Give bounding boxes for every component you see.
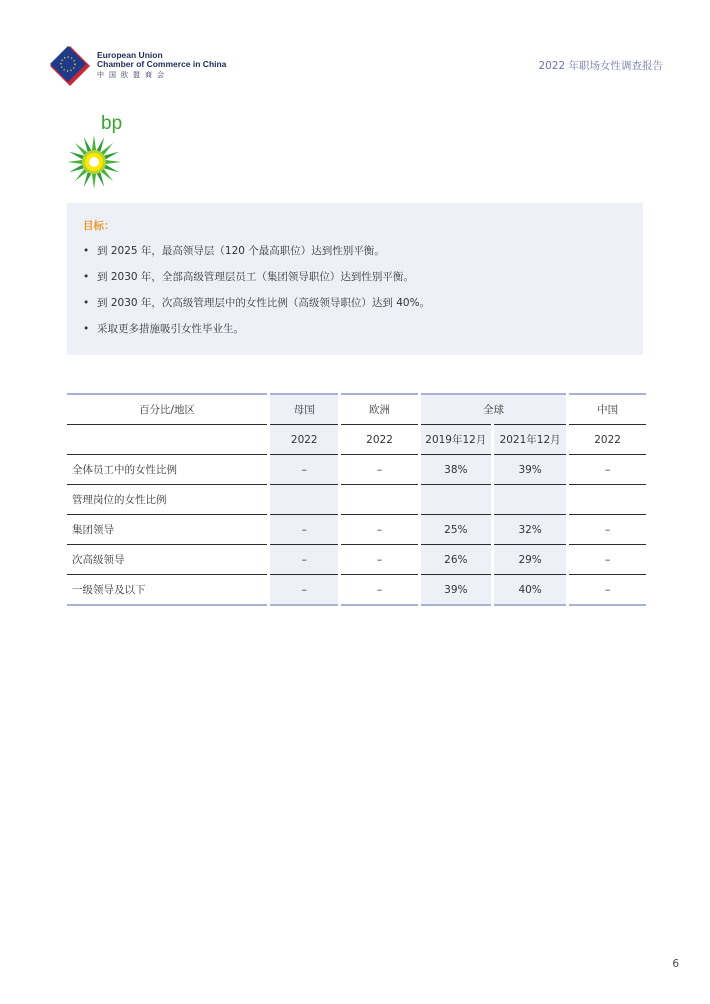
- table-cell: –: [568, 545, 646, 575]
- page-number: 6: [672, 958, 679, 970]
- women-ratio-table: [67, 393, 646, 606]
- table-cell: 29%: [492, 545, 567, 575]
- row-label: 次高级领导: [67, 545, 269, 575]
- header-year: 2022: [340, 425, 419, 455]
- company-logo-text: bp: [101, 113, 123, 134]
- goals-box: [67, 203, 643, 355]
- header-year: 2022: [568, 425, 646, 455]
- table-cell: –: [568, 455, 646, 485]
- table-cell: –: [340, 575, 419, 606]
- header-year: 2022: [269, 425, 340, 455]
- table-cell: –: [340, 545, 419, 575]
- table-cell: –: [340, 455, 419, 485]
- org-name-line2: Chamber of Commerce in China: [97, 59, 227, 70]
- table-header-row: [67, 394, 646, 425]
- table-row: [67, 515, 646, 545]
- goal-text: 采取更多措施吸引女性毕业生。: [97, 323, 244, 335]
- org-name-line1: European Union: [97, 50, 163, 60]
- header-region-label: 百分比/地区: [67, 394, 269, 425]
- report-title: 2022 年职场女性调查报告: [538, 60, 663, 72]
- org-name-chinese: 中国欧盟商会: [97, 70, 169, 79]
- goal-text: 到 2030 年，次高级管理层中的女性比例（高级领导职位）达到 40%。: [97, 297, 431, 309]
- table-cell: 32%: [492, 515, 567, 545]
- org-name: [97, 51, 226, 79]
- table-row: [67, 575, 646, 606]
- header-year: 2021年12月: [492, 425, 567, 455]
- helios-petal: [92, 173, 96, 189]
- row-label: 一级领导及以下: [67, 575, 269, 606]
- table-cell: 39%: [492, 455, 567, 485]
- helios-petal: [96, 171, 104, 187]
- helios-petal: [92, 135, 96, 151]
- table-cell: –: [340, 515, 419, 545]
- helios-petal: [84, 171, 92, 187]
- helios-petal: [103, 152, 119, 160]
- table-year-row: [67, 425, 646, 455]
- header-region: 母国: [269, 394, 340, 425]
- goal-text: 到 2030 年，全部高级管理层员工（集团领导职位）达到性别平衡。: [97, 271, 414, 283]
- helios-petal: [84, 137, 92, 153]
- table-cell: –: [269, 455, 340, 485]
- goal-item: [83, 270, 627, 285]
- goal-item: [83, 322, 627, 337]
- row-label: 全体员工中的女性比例: [67, 455, 269, 485]
- bullet-icon: •: [83, 271, 90, 283]
- row-label: 管理岗位的女性比例: [67, 485, 269, 515]
- goal-item: [83, 296, 627, 311]
- table-cell: [492, 485, 567, 515]
- table-cell: [269, 485, 340, 515]
- header-year: 2019年12月: [419, 425, 492, 455]
- goal-text: 到 2025 年，最高领导层（120 个最高职位）达到性别平衡。: [97, 245, 385, 257]
- bullet-icon: •: [83, 323, 90, 335]
- header-region: 欧洲: [340, 394, 419, 425]
- helios-petal: [103, 164, 119, 172]
- row-label: 集团领导: [67, 515, 269, 545]
- table-cell: 26%: [419, 545, 492, 575]
- table-cell: –: [568, 575, 646, 606]
- helios-petal: [96, 137, 104, 153]
- helios-petal: [67, 160, 83, 164]
- table-cell: 25%: [419, 515, 492, 545]
- table-cell: –: [269, 545, 340, 575]
- table-row: [67, 455, 646, 485]
- helios-petal: [69, 152, 85, 160]
- bp-helios-logo-icon: [66, 134, 122, 190]
- table-cell: –: [269, 575, 340, 606]
- bullet-icon: •: [83, 297, 90, 309]
- table-cell: [340, 485, 419, 515]
- table-row: [67, 545, 646, 575]
- header-region: 全球: [419, 394, 568, 425]
- header-region: 中国: [568, 394, 646, 425]
- eucham-logo-icon: [48, 44, 92, 88]
- helios-petal: [105, 160, 121, 164]
- goals-heading: 目标：: [83, 220, 115, 232]
- table-cell: [419, 485, 492, 515]
- helios-petal: [69, 164, 85, 172]
- bullet-icon: •: [83, 245, 90, 257]
- table-cell: –: [269, 515, 340, 545]
- table-cell: [568, 485, 646, 515]
- goal-item: [83, 244, 627, 259]
- table-row: [67, 485, 646, 515]
- table-cell: –: [568, 515, 646, 545]
- table-cell: 40%: [492, 575, 567, 606]
- table-cell: 38%: [419, 455, 492, 485]
- table-cell: 39%: [419, 575, 492, 606]
- year-row-label: [67, 425, 269, 455]
